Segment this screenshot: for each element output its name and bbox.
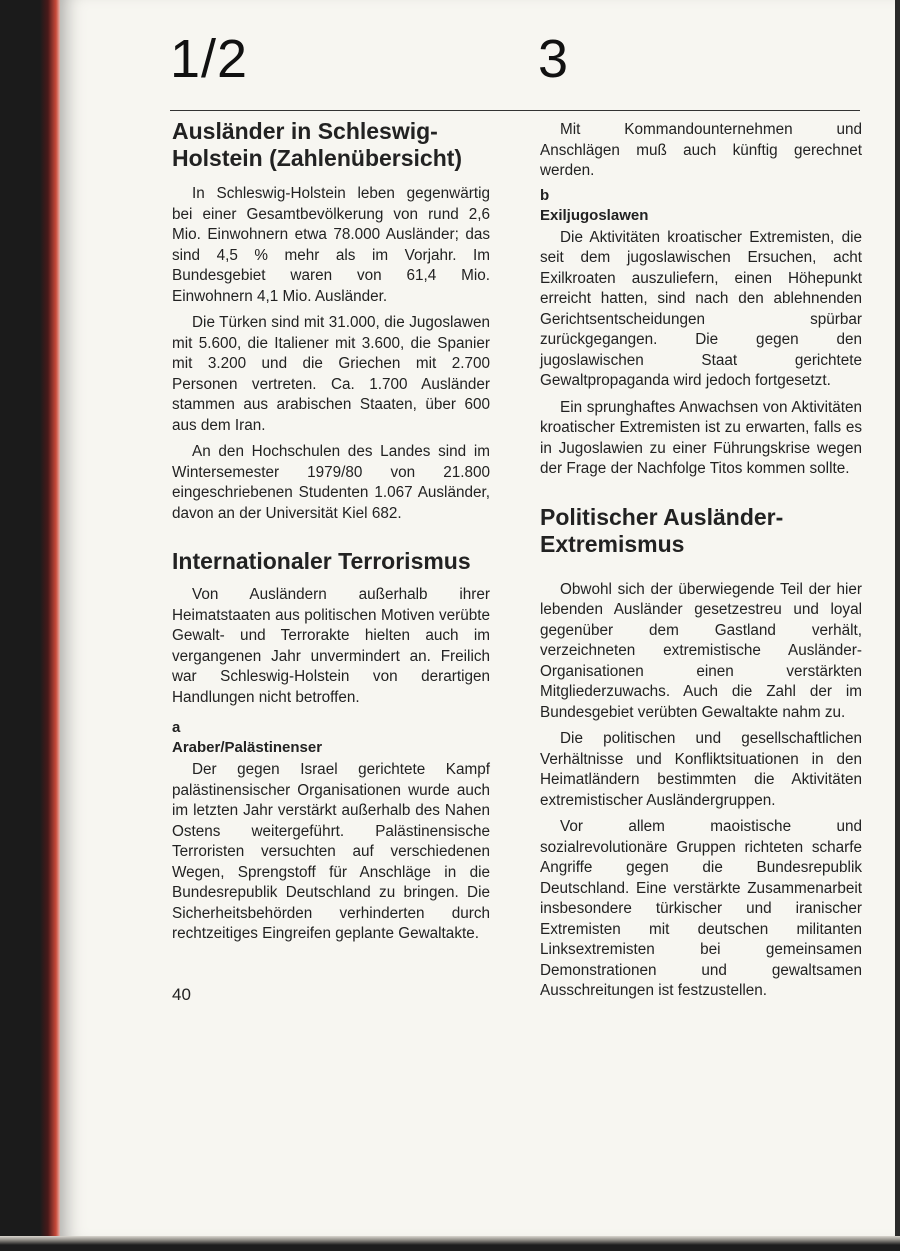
left-column	[172, 118, 490, 945]
paragraph: Der gegen Israel gerichtete Kampf palästinensischer Organisationen wurde auch im letzten Jahr verstärkt außerhalb des Nahen Ostens weitergeführt. Palästinensische Terroristen versuchten auf verschiedenen Wegen, Sprengstoff für Anschläge in die Bundesrepublik Deutschland zu bringen. Die Sicherheitsbehörden verhinderten durch rechtzeitiges Eingreifen geplante Gewaltakte.	[172, 761, 490, 942]
page-bottom-edge	[0, 1236, 900, 1251]
right-column	[540, 120, 862, 1002]
page-number: 40	[172, 985, 191, 1004]
subsection-letter: b	[540, 186, 550, 204]
paragraph: Ein sprunghaftes Anwachsen von Aktivitäten kroatischer Extremisten ist zu erwarten, falls es in Jugoslawien zu einer Führungskrise wegen der Frage der Nachfolge Titos kommen sollte.	[540, 398, 862, 477]
section-number-left: 1/2	[170, 29, 249, 89]
paragraph: An den Hochschulen des Landes sind im Wintersemester 1979/80 von 21.800 eingeschriebenen Studenten 1.067 Ausländer, davon an der Universität Kiel 682.	[172, 443, 490, 522]
paragraph: Vor allem maoistische und sozialrevolutionäre Gruppen richteten scharfe Angriffe gegen die Bundesrepublik Deutschland. Eine verstärkte Zusammenarbeit insbesondere türkischer und iranischer Extremisten mit deutschen militanten Linksextremisten bei gemeinsamen Demonstrationen und gewaltsamen Ausschreitungen ist festzustellen.	[540, 818, 862, 999]
subsection-letter: a	[172, 719, 181, 736]
heading-auslaender-extremismus: Politischer Ausländer-Extremismus	[540, 503, 784, 557]
paragraph: Mit Kommandounternehmen und Anschlägen muß auch künftig gerechnet werden.	[540, 121, 862, 179]
heading-terrorismus: Internationaler Terrorismus	[172, 548, 471, 574]
paragraph: Die Türken sind mit 31.000, die Jugoslawen mit 5.600, die Italiener mit 3.600, die Spanier mit 3.200 und die Griechen mit 2.700 Personen vertreten. Ca. 1.700 Ausländer stammen aus arabischen Staaten, über 600 aus dem Iran.	[172, 314, 490, 434]
paragraph: In Schleswig-Holstein leben gegenwärtig bei einer Gesamtbevölkerung von rund 2,6 Mio. Einwohnern etwa 78.000 Ausländer; das sind 4,5 % mehr als im Vorjahr. Im Bundesgebiet waren von 61,4 Mio. Einwohnern 4,1 Mio. Ausländer.	[172, 185, 490, 305]
paragraph: Die Aktivitäten kroatischer Extremisten, die seit dem jugoslawischen Ersuchen, acht Exilkroaten auszuliefern, einen Höhepunkt erreicht hatten, sind nach den ablehnenden Gerichtsentscheidungen spürbar zurückgegangen. Die gegen den jugoslawischen Staat gerichtete Gewaltpropaganda wird jedoch fortgesetzt.	[540, 228, 862, 389]
paragraph: Von Ausländern außerhalb ihrer Heimatstaaten aus politischen Motiven verübte Gewalt- und Terrorakte hielten auch im vergangenen Jahr unvermindert an. Freilich war Schleswig-Holstein von derartigen Handlungen nicht betroffen.	[172, 586, 490, 706]
header-rule	[170, 110, 860, 111]
subheading-araber: Araber/Palästinenser	[172, 739, 323, 756]
paragraph: Obwohl sich der überwiegende Teil der hier lebenden Ausländer gesetzestreu und loyal gegenüber dem Gastland verhält, verzeichneten extremistische Ausländer-Organisationen einen verstärkten Mitgliederzuwachs. Auch die Zahl der im Bundesgebiet verübten Gewaltakte nahm zu.	[540, 580, 862, 721]
subheading-exiljugoslawen: Exiljugoslawen	[540, 206, 649, 224]
section-number-right: 3	[538, 29, 570, 89]
paragraph: Die politischen und gesellschaftlichen Verhältnisse und Konfliktsituationen in den Heimatländern bestimmten die Aktivitäten extremistischer Ausländergruppen.	[540, 730, 862, 809]
heading-auslaender-sh: Ausländer in Schleswig-Holstein (Zahlenübersicht)	[172, 118, 463, 171]
